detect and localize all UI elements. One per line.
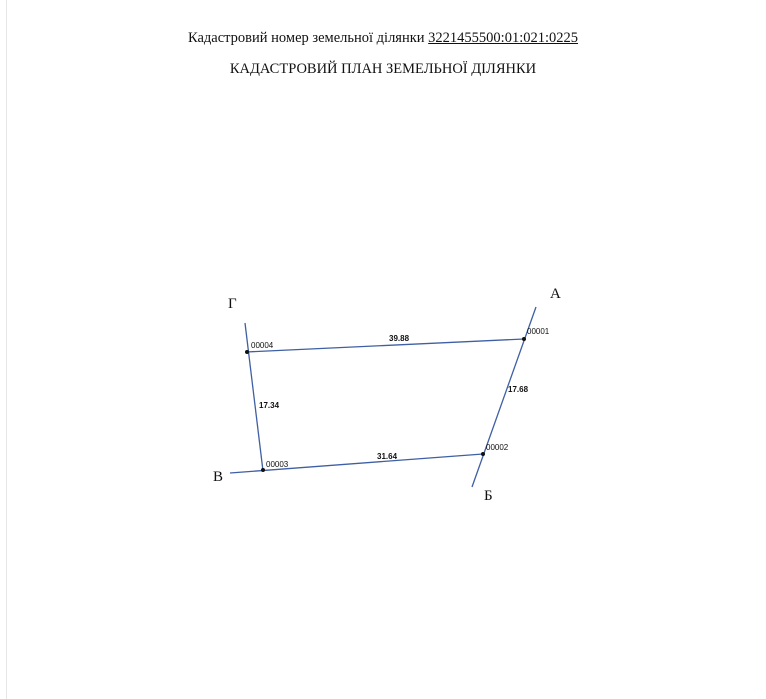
side-length-right: 17.68	[508, 385, 529, 394]
vertex-00004	[245, 350, 249, 354]
direction-label-a: А	[550, 286, 561, 302]
cadastral-number-prefix: Кадастровий номер земельної ділянки	[187, 30, 425, 46]
vertex-00003	[261, 468, 265, 472]
cadastral-number: 3221455500:01:021:0225	[428, 30, 579, 46]
direction-label-v: В	[213, 469, 224, 485]
side-length-left: 17.34	[259, 401, 280, 410]
direction-label-b: Б	[484, 488, 493, 504]
plan-title: КАДАСТРОВИЙ ПЛАН ЗЕМЕЛЬНОЇ ДІЛЯНКИ	[229, 61, 537, 77]
side-length-bottom: 31.64	[377, 452, 398, 461]
point-label-00001: 00001	[527, 327, 550, 336]
point-label-00002: 00002	[486, 443, 509, 452]
vertex-00002	[481, 452, 485, 456]
boundary-line-top	[246, 339, 524, 352]
point-label-00004: 00004	[251, 341, 274, 350]
point-label-00003: 00003	[266, 460, 289, 469]
vertex-00001	[522, 337, 526, 341]
side-length-top: 39.88	[389, 334, 410, 343]
direction-label-g: Г	[228, 296, 237, 312]
